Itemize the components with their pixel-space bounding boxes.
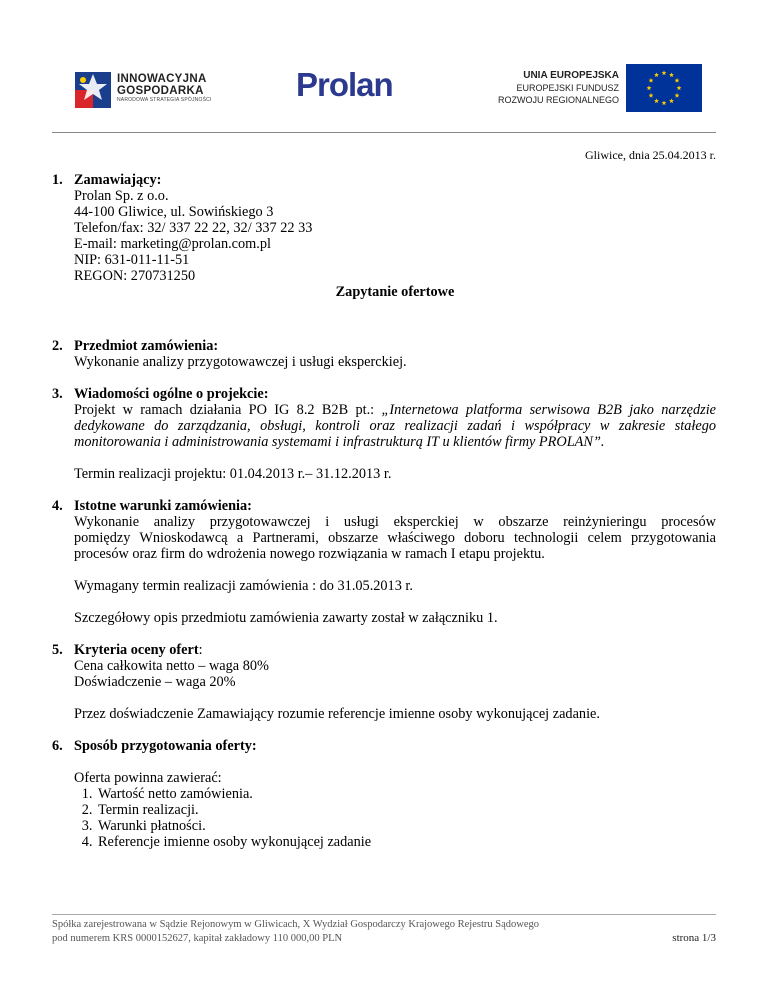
section-heading-colon: : bbox=[198, 642, 203, 658]
project-title-part2: dedykowane do zarządzania, obsługi, kontroli oraz realizacji zadań i współpracy w zakresie stałego bbox=[74, 418, 716, 434]
section-ordering-party bbox=[52, 172, 716, 284]
order-details-note: Szczegółowy opis przedmiotu zamówienia zawarty został w załączniku 1. bbox=[74, 610, 498, 626]
company-regon: REGON: 270731250 bbox=[74, 268, 196, 284]
project-title-part1: „Internetowa platforma serwisowa B2B jako narzędzie bbox=[381, 402, 717, 418]
experience-note: Przez doświadczenie Zamawiający rozumie referencje imienne osoby wykonującej zadanie. bbox=[74, 706, 600, 722]
company-email: E-mail: marketing@prolan.com.pl bbox=[74, 236, 271, 252]
project-description-line1 bbox=[74, 402, 716, 418]
ig-logo-line3: NARODOWA STRATEGIA SPÓJNOŚCI bbox=[117, 97, 212, 103]
criterion-price: Cena całkowita netto – waga 80% bbox=[74, 658, 269, 674]
project-title-part3: monitorowania i administrowania systemami i infrastrukturą IT u klientów firmy PROLAN”. bbox=[74, 434, 605, 450]
list-item: 2. Termin realizacji. bbox=[96, 802, 716, 818]
document-title: Zapytanie ofertowe bbox=[335, 284, 455, 300]
eu-logo-line1: UNIA EUROPEJSKA bbox=[523, 70, 619, 81]
header-divider bbox=[52, 132, 716, 133]
section-number: 5. bbox=[52, 642, 63, 658]
section-heading: Sposób przygotowania oferty: bbox=[74, 738, 257, 754]
conditions-line1: Wykonanie analizy przygotowawczej i usługi eksperckiej w obszarze reinżynieringu procesów bbox=[74, 514, 716, 530]
footer-registration bbox=[52, 918, 539, 946]
section-number: 6. bbox=[52, 738, 63, 754]
company-nip: NIP: 631-011-11-51 bbox=[74, 252, 190, 268]
section-number: 1. bbox=[52, 172, 63, 188]
section-heading: Przedmiot zamówienia: bbox=[74, 338, 219, 354]
eu-logo-line2: EUROPEJSKI FUNDUSZ bbox=[516, 83, 619, 93]
section-evaluation-criteria bbox=[52, 642, 716, 722]
footer-divider bbox=[52, 914, 716, 915]
conditions-line3: procesów oraz firm do wdrożenia nowego rozwiązania w ramach I etapu projektu. bbox=[74, 546, 545, 562]
eu-logo-text bbox=[479, 70, 619, 106]
page-number: strona 1/3 bbox=[672, 932, 716, 944]
section-heading: Wiadomości ogólne o projekcie: bbox=[74, 386, 269, 402]
innowacyjna-gospodarka-logo bbox=[73, 68, 233, 116]
list-item: 3. Warunki płatności. bbox=[96, 818, 716, 834]
project-term: Termin realizacji projektu: 01.04.2013 r.– 31.12.2013 r. bbox=[74, 466, 392, 482]
footer-line2: pod numerem KRS 0000152627, kapitał zakładowy 110 000,00 PLN bbox=[52, 933, 343, 944]
conditions-line2: pomiędzy Wnioskodawcą a Partnerami, obszarze właściwego doboru technologii celem przygotowania bbox=[74, 530, 716, 546]
innowacyjna-gospodarka-emblem-icon bbox=[73, 68, 113, 112]
section-number: 2. bbox=[52, 338, 63, 354]
document-body bbox=[52, 172, 716, 850]
section-text: Wykonanie analizy przygotowawczej i usługi eksperckiej. bbox=[74, 354, 407, 370]
section-number: 3. bbox=[52, 386, 63, 402]
criterion-experience: Doświadczenie – waga 20% bbox=[74, 674, 236, 690]
eu-logo-line3: ROZWOJU REGIONALNEGO bbox=[497, 95, 619, 105]
section-offer-preparation bbox=[52, 738, 716, 850]
section-project-info bbox=[52, 386, 716, 482]
section-heading: Istotne warunki zamówienia: bbox=[74, 498, 252, 514]
eu-flag-icon bbox=[626, 64, 702, 112]
prolan-logo: Prolan bbox=[296, 66, 393, 103]
project-intro: Projekt w ramach działania PO IG 8.2 B2B pt.: bbox=[74, 402, 382, 418]
list-item: 4. Referencje imienne osoby wykonującej zadanie bbox=[96, 834, 716, 850]
offer-intro: Oferta powinna zawierać: bbox=[74, 770, 222, 786]
document-date: Gliwice, dnia 25.04.2013 r. bbox=[585, 148, 716, 162]
order-deadline: Wymagany termin realizacji zamówienia : do 31.05.2013 r. bbox=[74, 578, 413, 594]
section-order-subject bbox=[52, 338, 716, 370]
company-phone: Telefon/fax: 32/ 337 22 22, 32/ 337 22 33 bbox=[74, 220, 313, 236]
offer-requirements-list bbox=[74, 786, 716, 850]
company-address: 44-100 Gliwice, ul. Sowińskiego 3 bbox=[74, 204, 274, 220]
ig-logo-line2: GOSPODARKA bbox=[117, 85, 204, 97]
section-heading: Kryteria oceny ofert bbox=[74, 642, 199, 658]
footer-line1: Spółka zarejestrowana w Sądzie Rejonowym w Gliwicach, X Wydział Gospodarczy Krajowego Rejestru Sądowego bbox=[52, 919, 539, 930]
list-item: 1. Wartość netto zamówienia. bbox=[96, 786, 716, 802]
section-heading: Zamawiający: bbox=[74, 172, 162, 188]
section-order-conditions bbox=[52, 498, 716, 626]
section-number: 4. bbox=[52, 498, 63, 514]
ig-logo-line1: INNOWACYJNA bbox=[117, 73, 207, 85]
company-name: Prolan Sp. z o.o. bbox=[74, 188, 169, 204]
